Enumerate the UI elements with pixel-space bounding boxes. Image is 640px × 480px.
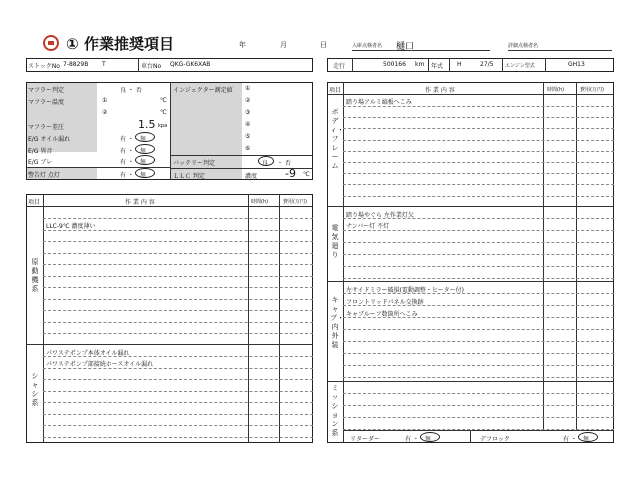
noise-label: E/G 異音 xyxy=(28,148,53,155)
divider xyxy=(343,82,344,443)
ruled-line xyxy=(43,264,313,265)
ruled-line xyxy=(343,365,614,366)
ruled-line xyxy=(343,196,614,197)
ruled-line xyxy=(43,276,313,277)
noise-yes: 有 ・ xyxy=(120,148,134,155)
ruled-line xyxy=(343,128,614,129)
divider xyxy=(449,58,450,72)
ruled-line xyxy=(343,266,614,267)
ruled-line xyxy=(343,305,614,306)
warning-none: 無 xyxy=(140,172,147,179)
ruled-line xyxy=(343,106,614,107)
injector-label: インジェクター測定値 xyxy=(173,87,233,94)
chassis-work-2: パワステポンプ部接続ホースオイル漏れ xyxy=(46,361,154,368)
detail-inspector-label: 詳細点検者名 xyxy=(508,43,539,49)
divider xyxy=(248,194,249,443)
page-title: ① 作業推奨項目 xyxy=(66,35,174,53)
model-year: 27/5 xyxy=(480,61,494,68)
injector-5: ⑤ xyxy=(245,133,251,140)
cab-work-3: キャブルーフ数箇所へこみ xyxy=(346,311,418,318)
ruled-line xyxy=(43,287,313,288)
temp-unit-2: ℃ xyxy=(160,109,167,116)
divider xyxy=(327,94,614,95)
llc-value: -9 xyxy=(285,167,296,180)
chassis-work-1: パワステポンプ本体オイル漏れ xyxy=(46,350,130,357)
muffler-judge-label: マフラー判定 xyxy=(28,87,65,94)
divider xyxy=(545,58,546,72)
ruled-line xyxy=(43,241,313,242)
kpa-unit: kpa xyxy=(158,123,168,129)
chassis-number: QKG-GK6XAB xyxy=(170,61,211,68)
km-unit: km xyxy=(415,61,425,68)
muffler-temp-2: ② xyxy=(102,109,108,116)
right-work-header: 作 業 内 容 xyxy=(425,87,455,94)
muffler-diff-label: マフラー差圧 xyxy=(28,124,65,131)
ruled-line xyxy=(343,230,614,231)
divider xyxy=(327,206,614,207)
ruled-line xyxy=(43,379,313,380)
mileage-value: 500166 xyxy=(383,61,406,68)
ruled-line xyxy=(343,173,614,174)
ruled-line xyxy=(343,417,614,418)
left-cost-header: 費用(万円) xyxy=(283,199,307,205)
ruled-line xyxy=(343,218,614,219)
body-work-1: 踏り場アルミ縞板へこみ xyxy=(346,99,412,106)
divider xyxy=(352,58,353,72)
ruled-line xyxy=(343,353,614,354)
ruled-line xyxy=(343,429,614,430)
noise-none: 無 xyxy=(140,148,147,155)
ruled-line xyxy=(43,402,313,403)
ruled-line xyxy=(343,317,614,318)
diff-lock-none: 無 xyxy=(583,436,590,443)
day-label: 日 xyxy=(320,41,327,49)
battery-bad: ・ 否 xyxy=(277,160,291,167)
ruled-line xyxy=(343,393,614,394)
right-item-header: 項目 xyxy=(329,87,342,94)
ruled-line xyxy=(43,425,313,426)
oil-leak-none: 無 xyxy=(140,136,147,143)
injector-4: ④ xyxy=(245,121,251,128)
divider xyxy=(502,58,503,72)
divider xyxy=(26,206,313,207)
engine-system-label: 原動機系 xyxy=(31,258,39,293)
divider xyxy=(428,58,429,72)
divider xyxy=(26,344,313,345)
muffler-diff-value: 1.5 xyxy=(138,118,156,131)
year-label: 年 xyxy=(239,41,246,49)
concentration-label: 濃度 xyxy=(245,173,258,180)
era: H xyxy=(457,61,462,68)
ruled-line xyxy=(43,437,313,438)
retarder-label: リターダー xyxy=(350,436,381,443)
cab-label: キャブ・内外装 xyxy=(330,296,344,349)
ruled-line xyxy=(43,310,313,311)
left-hours-header: 時間(h) xyxy=(251,199,269,205)
ruled-line xyxy=(343,151,614,152)
divider xyxy=(138,58,139,72)
electrical-label: 電気廻り xyxy=(331,224,339,259)
ruled-line xyxy=(43,299,313,300)
battery-good: 良 xyxy=(262,160,269,167)
inspector-label: 入庫点検者名 xyxy=(352,43,383,49)
ruled-line xyxy=(343,278,614,279)
ruled-line xyxy=(43,333,313,334)
oil-leak-yes: 有 ・ xyxy=(120,136,134,143)
diff-lock-label: デフロック xyxy=(480,436,510,443)
battery-label: バッテリー判定 xyxy=(173,160,216,167)
llc-label: ＬＬＣ 判定 xyxy=(173,173,205,180)
ruled-line xyxy=(343,140,614,141)
muffler-temp-1: ① xyxy=(102,97,108,104)
ruled-line xyxy=(43,368,313,369)
ruled-line xyxy=(343,184,614,185)
inspector-underline xyxy=(352,50,490,51)
mission-label: ミッション系 xyxy=(331,384,339,437)
chassis-system-label: シャシ系 xyxy=(31,372,39,407)
ruled-line xyxy=(343,329,614,330)
year-model-label: 年式 xyxy=(431,63,444,70)
ruled-line xyxy=(43,414,313,415)
ruled-line xyxy=(43,230,313,231)
cab-work-2: フロントリッドパネル交換跡 xyxy=(346,299,424,306)
injector-3: ③ xyxy=(245,109,251,116)
right-work-table xyxy=(327,82,614,443)
divider xyxy=(327,381,614,382)
vibration-yes: 有 ・ xyxy=(120,159,134,166)
left-work-header: 作 業 内 容 xyxy=(125,199,155,206)
inspector-name: 樋口 xyxy=(396,42,415,52)
injector-6: ⑥ xyxy=(245,145,251,152)
cab-work-1: 左サイドミラー破損(電動調整・ヒーター付) xyxy=(346,287,465,294)
temp-unit-1: ℃ xyxy=(160,97,167,104)
divider xyxy=(327,281,614,282)
divider xyxy=(343,430,614,431)
ruled-line xyxy=(343,293,614,294)
injector-2: ② xyxy=(245,97,251,104)
ruled-line xyxy=(343,162,614,163)
divider xyxy=(170,155,313,156)
diff-lock-yes: 有 ・ xyxy=(563,436,577,443)
stock-label: ストックNo xyxy=(28,63,60,70)
detail-underline xyxy=(508,50,612,51)
month-label: 月 xyxy=(280,41,287,49)
stock-suffix: T xyxy=(102,61,106,68)
divider xyxy=(43,194,44,443)
ruled-line xyxy=(43,218,313,219)
muffler-judge-value: 良 ・ 否 xyxy=(120,87,142,94)
divider xyxy=(170,82,171,180)
engine-work-1: LLC-9℃ 濃度薄い xyxy=(46,223,96,230)
right-cost-header: 費用(万円) xyxy=(580,87,604,93)
llc-unit: ℃ xyxy=(303,171,310,178)
vibration-label: E/G ブレ xyxy=(28,159,53,166)
stock-number: 7-8829B xyxy=(63,61,89,68)
retarder-none: 無 xyxy=(425,436,432,443)
ruled-line xyxy=(343,377,614,378)
ruled-line xyxy=(343,254,614,255)
left-item-header: 項目 xyxy=(28,199,41,206)
electrical-work-2: ナンバー灯 不灯 xyxy=(346,223,390,230)
mileage-label: 走行 xyxy=(333,63,346,70)
electrical-work-1: 踏り場やぐら 左作業灯欠 xyxy=(346,212,414,219)
chassis-label: 車台No xyxy=(141,63,162,70)
ruled-line xyxy=(43,253,313,254)
engine-type-label: エンジン型式 xyxy=(505,63,535,69)
ruled-line xyxy=(43,391,313,392)
company-logo-icon xyxy=(43,35,59,51)
divider xyxy=(470,430,471,443)
retarder-yes: 有 ・ xyxy=(405,436,419,443)
ruled-line xyxy=(343,341,614,342)
warning-yes: 有 ・ xyxy=(120,172,134,179)
body-frame-label: ボディ・フレーム xyxy=(330,108,344,170)
warning-label: 警告灯 点灯 xyxy=(28,172,60,179)
engine-type: GH13 xyxy=(568,61,585,68)
right-hours-header: 時間(h) xyxy=(547,87,565,93)
divider xyxy=(279,194,280,443)
injector-1: ① xyxy=(245,85,251,92)
muffler-temp-label: マフラー温度 xyxy=(28,99,65,106)
oil-leak-label: E/G オイル漏れ xyxy=(28,136,71,143)
left-work-table xyxy=(26,194,313,443)
ruled-line xyxy=(343,405,614,406)
vibration-none: 無 xyxy=(140,159,147,166)
ruled-line xyxy=(343,117,614,118)
ruled-line xyxy=(43,322,313,323)
ruled-line xyxy=(43,356,313,357)
ruled-line xyxy=(343,242,614,243)
